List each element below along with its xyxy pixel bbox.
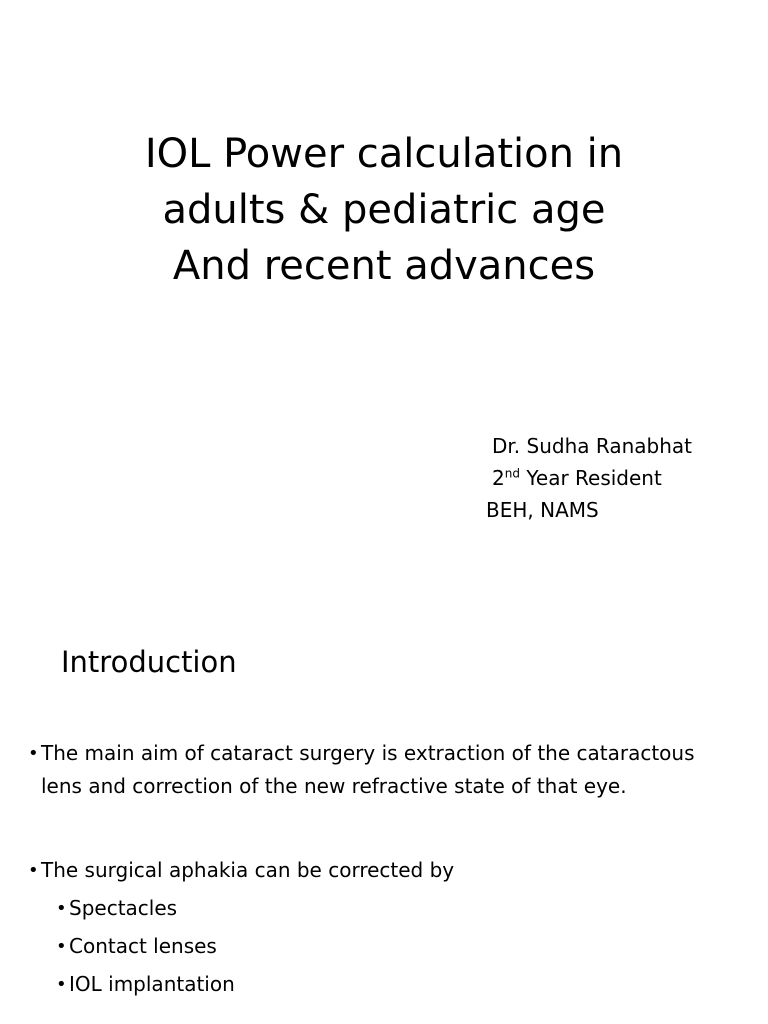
author-institution: BEH, NAMS: [486, 498, 599, 522]
sub-bullet-text: Spectacles: [69, 896, 178, 920]
bullet-icon: •: [56, 974, 67, 995]
bullet-icon: •: [56, 898, 67, 919]
sub-bullet-item: [56, 892, 177, 925]
year-rest: Year Resident: [519, 466, 662, 490]
bullet-icon: •: [28, 743, 39, 764]
bullet-text: The surgical aphakia can be corrected by: [41, 858, 455, 882]
title-line-2: adults & pediatric age: [162, 187, 606, 233]
title-line-3: And recent advances: [172, 243, 596, 289]
section-heading: Introduction: [61, 645, 237, 679]
sub-bullet-text: Contact lenses: [69, 934, 217, 958]
bullet-text: The main aim of cataract surgery is extraction of the cataractous lens and correction of the new refractive state of that eye.: [41, 741, 695, 798]
sub-bullet-item: [56, 930, 217, 963]
author-name: Dr. Sudha Ranabhat: [492, 434, 692, 458]
title-line-1: IOL Power calculation in: [144, 131, 624, 177]
sub-bullet-item: [56, 968, 235, 1001]
author-position: [486, 462, 692, 494]
author-block: [486, 430, 692, 526]
slide-title: [0, 126, 768, 294]
bullet-item: [28, 737, 740, 803]
bullet-item: [28, 854, 454, 887]
sub-bullet-text: IOL implantation: [69, 972, 235, 996]
bullet-icon: •: [56, 936, 67, 957]
year-ordinal-suffix: nd: [504, 466, 520, 481]
year-number: 2: [492, 466, 505, 490]
bullet-icon: •: [28, 860, 39, 881]
introduction-slide: [0, 580, 768, 1024]
